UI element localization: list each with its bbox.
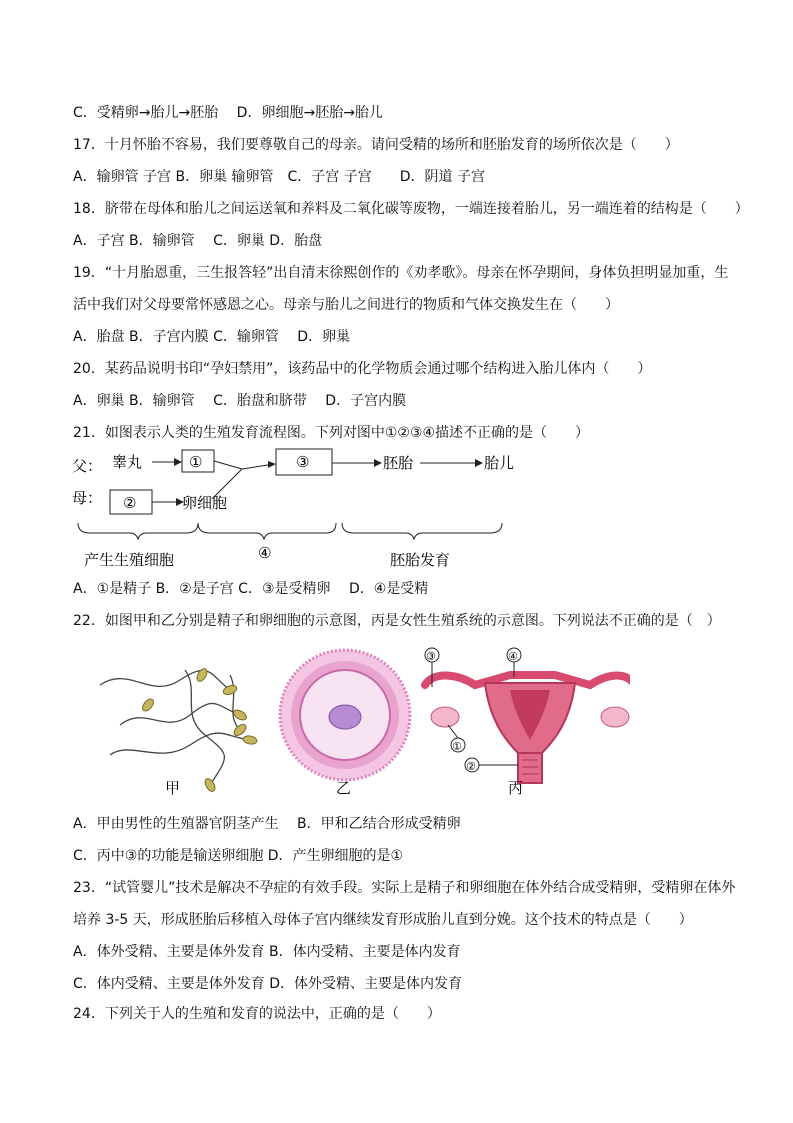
q24-stem: 24．下列关于人的生殖和发育的说法中，正确的是（ ） <box>73 1006 441 1022</box>
label-produce-cells: 产生生殖细胞 <box>84 551 175 569</box>
q23-options-ab: A．体外受精、主要是体外发育 B．体内受精、主要是体内发育 <box>73 944 461 960</box>
testis-label: 睾丸 <box>112 453 143 471</box>
arrowhead-testis <box>174 458 182 466</box>
egg-label: 卵细胞 <box>182 494 228 512</box>
q22-options-ab: A．甲由男性的生殖器官阴茎产生 B．甲和乙结合形成受精卵 <box>73 816 461 832</box>
father-label: 父： <box>72 457 103 475</box>
q22-options-cd: C．丙中③的功能是输送卵细胞 D．产生卵细胞的是① <box>73 848 404 864</box>
q17-stem: 17．十月怀胎不容易，我们要尊敬自己的母亲。请问受精的场所和胚胎发育的场所依次是（ ） <box>73 137 679 153</box>
figure-22 <box>90 645 630 800</box>
box-3-label: ③ <box>296 453 310 471</box>
q22-stem: 22．如图甲和乙分别是精子和卵细胞的示意图，丙是女性生殖系统的示意图。下列说法不正确的是（ ） <box>73 613 721 629</box>
q17-options: A．输卵管 子宫 B．卵巢 输卵管 C．子宫 子宫 D．阴道 子宫 <box>73 169 485 185</box>
arrow-join-box3 <box>242 465 268 469</box>
q21-stem: 21．如图表示人类的生殖发育流程图。下列对图中①②③④描述不正确的是（ ） <box>73 425 590 441</box>
q16-options-cd: C．受精卵→胎儿→胚胎 D．卵细胞→胚胎→胎儿 <box>73 105 383 121</box>
sperm-illustration <box>100 667 258 793</box>
box-1-label: ① <box>189 453 203 471</box>
label-2: ② <box>466 760 476 773</box>
q20-options: A．卵巢 B．输卵管 C．胎盘和脐带 D．子宫内膜 <box>73 393 407 409</box>
label-1: ① <box>452 740 462 753</box>
label-4: ④ <box>258 544 272 562</box>
brace-right <box>342 523 502 539</box>
brace-left <box>78 523 198 539</box>
q18-stem: 18．脐带在母体和胎儿之间运送氧和养料及二氧化碳等废物，一端连接着胎儿，另一端连着的结构是（ ） <box>73 201 749 217</box>
join-line-top <box>214 461 242 469</box>
label-4-fig22: ④ <box>508 650 518 663</box>
q21-options: A．①是精子 B．②是子宫 C．③是受精卵 D．④是受精 <box>73 581 429 597</box>
female-reproductive-system-illustration <box>425 675 630 783</box>
q18-options: A．子宫 B．输卵管 C．卵巢 D．胎盘 <box>73 233 323 249</box>
label-yi: 乙 <box>336 779 352 797</box>
brace-mid <box>198 523 336 539</box>
q19-stem-2: 活中我们对父母要常怀感恩之心。母亲与胎儿之间进行的物质和气体交换发生在（ ） <box>73 297 619 313</box>
q23-stem-1: 23．“试管婴儿”技术是解决不孕症的有效手段。实际上是精子和卵细胞在体外结合成受精卵，受精卵在体外 <box>73 880 736 896</box>
label-bing: 丙 <box>508 779 524 797</box>
mother-label: 母： <box>72 489 103 507</box>
q23-options-cd: C．体内受精、主要是体外发育 D．体外受精、主要是体内发育 <box>73 976 463 992</box>
arrowhead-embryo <box>475 459 483 467</box>
embryo-label: 胚胎 <box>383 454 414 472</box>
box-2-label: ② <box>123 494 137 512</box>
q20-stem: 20．某药品说明书印“孕妇禁用”，该药品中的化学物质会通过哪个结构进入胎儿体内（ ） <box>73 361 652 377</box>
q19-options: A．胎盘 B．子宫内膜 C．输卵管 D．卵巢 <box>73 329 351 345</box>
reproduction-flowchart <box>70 445 530 575</box>
arrowhead-join <box>268 461 276 468</box>
q19-stem-1: 19．“十月胎恩重，三生报答轻”出自清末徐熙创作的《劝孝歌》。母亲在怀孕期间，身体负担明显加重，生 <box>73 265 729 281</box>
arrowhead-box3 <box>374 459 382 467</box>
label-jia: 甲 <box>165 779 181 797</box>
label-3: ③ <box>426 650 436 663</box>
fetus-label: 胎儿 <box>484 454 515 472</box>
egg-cell-illustration <box>280 650 410 780</box>
label-embryo-development: 胚胎发育 <box>390 551 451 569</box>
q23-stem-2: 培养 3-5 天，形成胚胎后移植入母体子宫内继续发育形成胎儿直到分娩。这个技术的特点是（ ） <box>73 912 693 928</box>
